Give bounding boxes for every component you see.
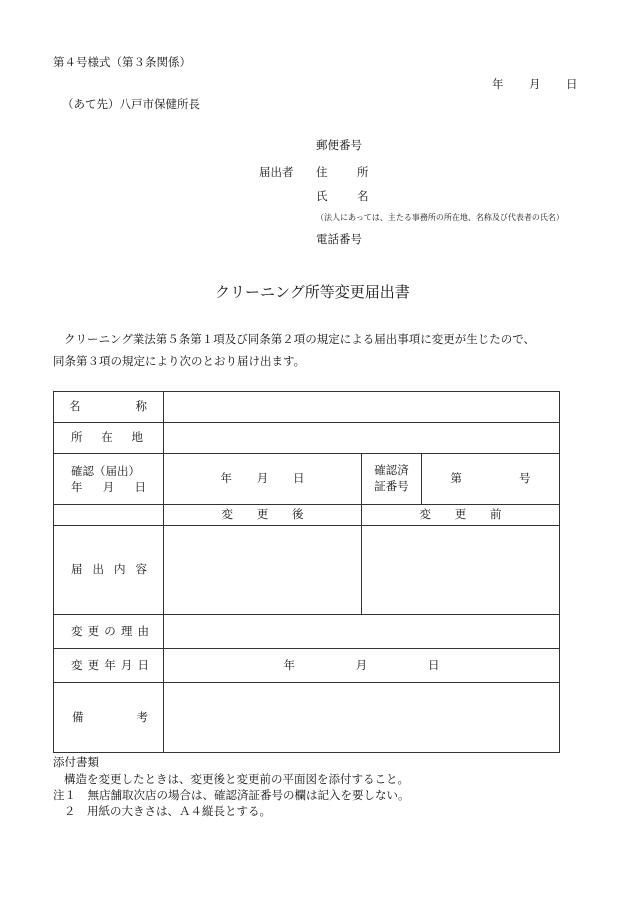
before-change-header: 変 更 前 bbox=[419, 507, 502, 522]
change-date-label: 変 更 年 月 日 bbox=[71, 657, 149, 672]
corporate-note: （法人にあっては、主たる事務所の所在地、名称及び代表者の氏名） bbox=[316, 213, 564, 222]
remarks-label: 備 考 bbox=[72, 709, 148, 724]
confirm-date-field[interactable]: 年 月 日 bbox=[220, 471, 305, 486]
applicant-label: 届出者 bbox=[259, 165, 294, 179]
business-name-label: 名 称 bbox=[69, 398, 147, 413]
change-date-field[interactable]: 年 月 日 bbox=[283, 657, 440, 672]
date-day-label: 日 bbox=[566, 77, 578, 91]
attachments-item: 構造を変更したときは、変更後と変更前の平面図を添付すること。 bbox=[64, 772, 409, 786]
certificate-number-label: 確認済 証番号 bbox=[374, 463, 409, 493]
address-label-2: 所 bbox=[357, 165, 369, 179]
intro-line-1: クリーニング業法第５条第１項及び同条第２項の規定による届出事項に変更が生じたので、 bbox=[64, 332, 536, 346]
intro-line-2: 同条第３項の規定により次のとおり届け出ます。 bbox=[53, 354, 306, 368]
after-change-header: 変 更 後 bbox=[221, 507, 304, 522]
change-reason-field[interactable] bbox=[164, 615, 559, 648]
phone-label: 電話番号 bbox=[316, 232, 362, 246]
name-label-2: 名 bbox=[357, 189, 369, 203]
business-name-field[interactable] bbox=[164, 392, 559, 422]
certificate-number-field[interactable]: 第 号 bbox=[450, 471, 531, 486]
date-year-label: 年 bbox=[492, 77, 504, 91]
addressee: （あて先）八戸市保健所長 bbox=[62, 97, 200, 111]
note-1: 注１ 無店舗取次店の場合は、確認済証番号の欄は記入を要しない。 bbox=[53, 788, 410, 802]
location-field[interactable] bbox=[164, 423, 559, 453]
document-title: クリーニング所等変更届出書 bbox=[215, 283, 410, 301]
confirm-date-label: 確認（届出） 年 月 日 bbox=[71, 464, 146, 494]
notification-table bbox=[53, 391, 560, 753]
name-label-1: 氏 bbox=[316, 189, 328, 203]
form-number: 第４号様式（第３条関係） bbox=[53, 55, 191, 69]
content-before-field[interactable] bbox=[362, 526, 559, 614]
note-2: ２ 用紙の大きさは、Ａ４縦長とする。 bbox=[64, 804, 271, 818]
change-reason-label: 変 更 の 理 由 bbox=[71, 623, 149, 638]
postal-code-label: 郵便番号 bbox=[316, 138, 362, 152]
location-label: 所 在 地 bbox=[71, 429, 143, 444]
remarks-field[interactable] bbox=[164, 683, 559, 752]
content-after-field[interactable] bbox=[164, 526, 361, 614]
notification-content-label: 届 出 内 容 bbox=[71, 562, 147, 577]
attachments-heading: 添付書類 bbox=[53, 755, 99, 769]
address-label-1: 住 bbox=[316, 165, 328, 179]
date-month-label: 月 bbox=[529, 77, 541, 91]
